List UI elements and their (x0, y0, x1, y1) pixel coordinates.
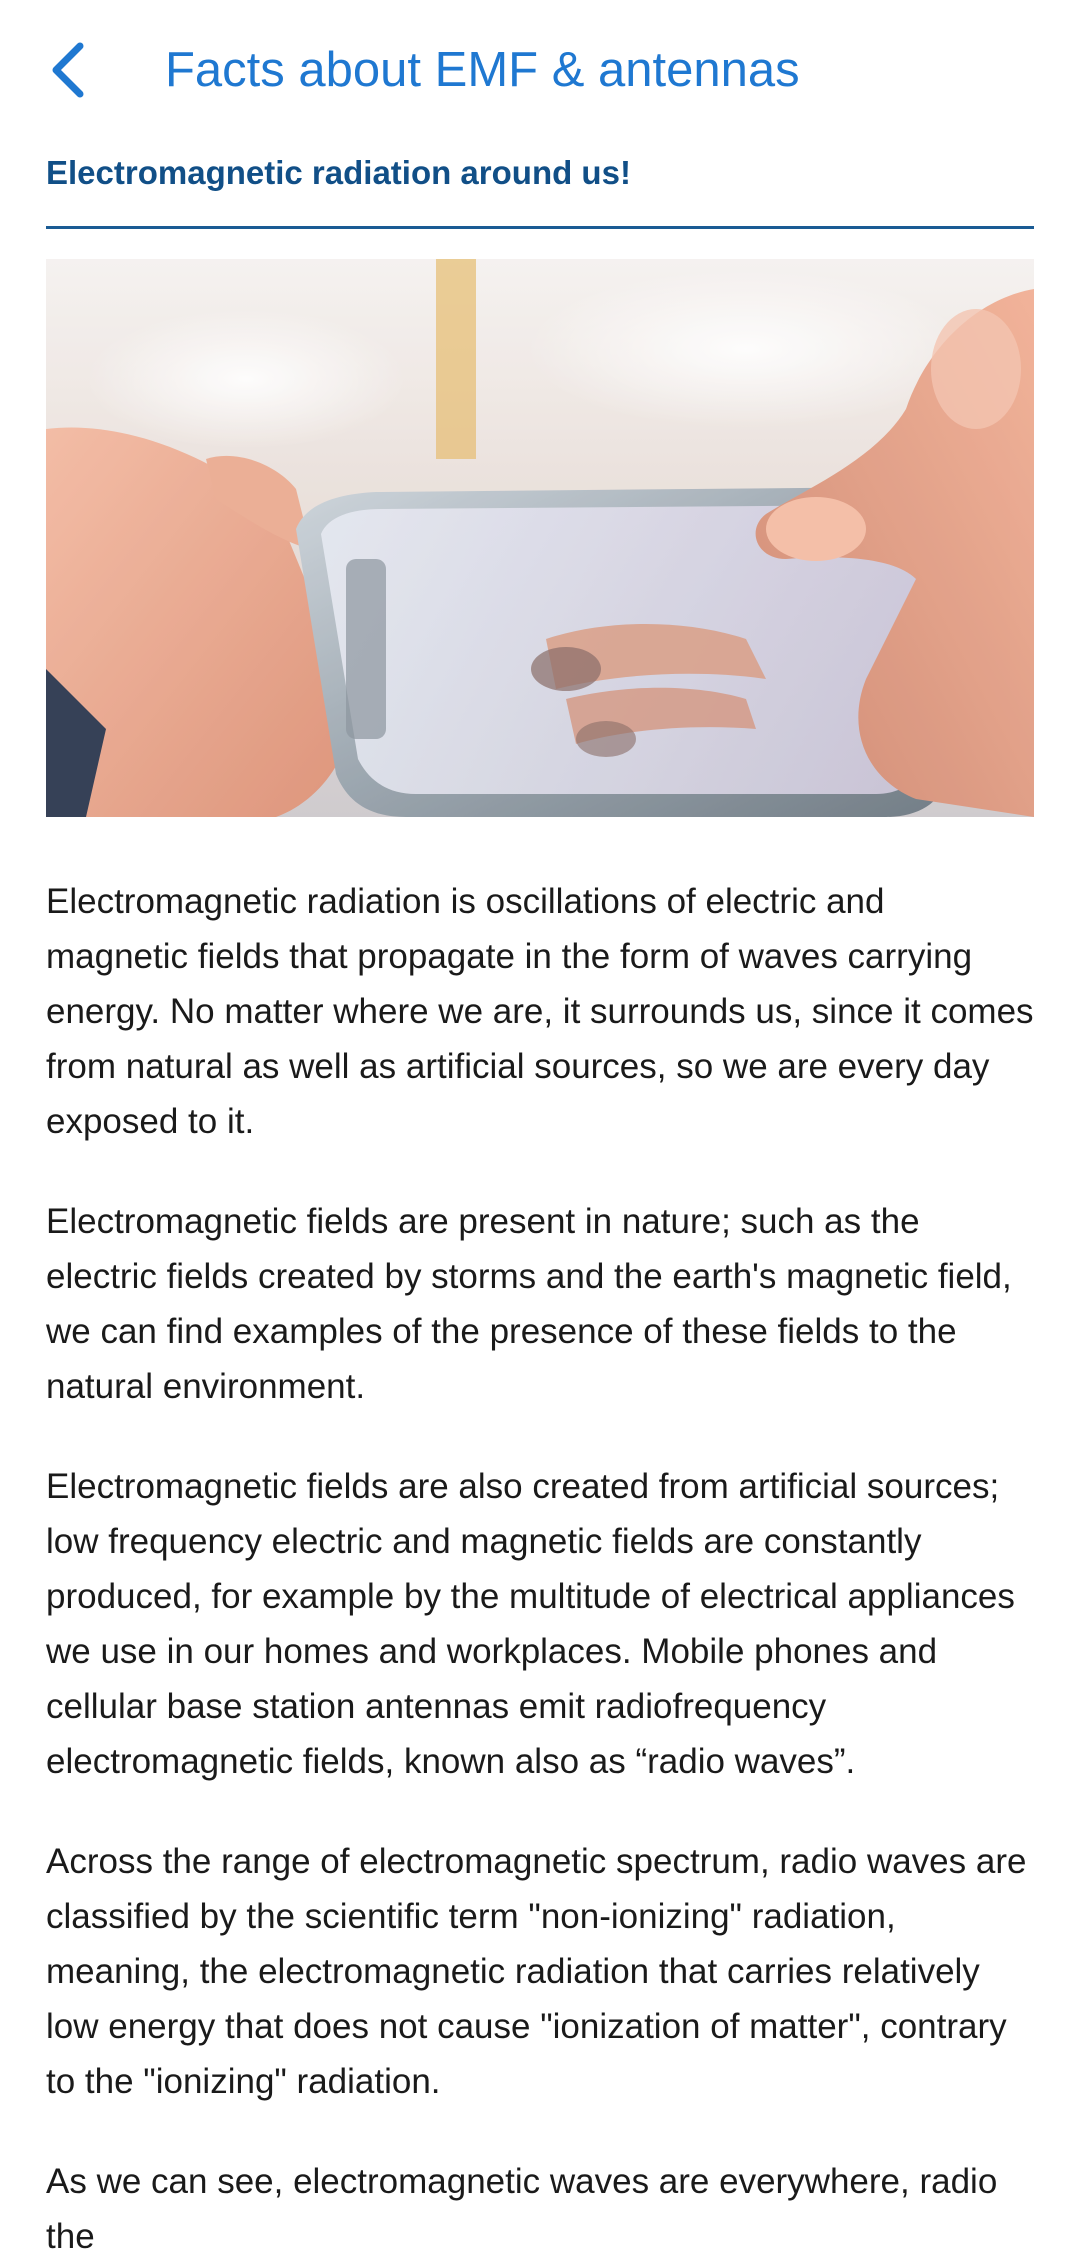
hero-image (46, 259, 1034, 817)
app-bar (0, 0, 1080, 140)
paragraph: Across the range of electromagnetic spectrum, radio waves are classified by the scientific term "non-ionizing" radiation, meaning, the electromagnetic radiation that carries relatively low energy that does not cause "ionization of matter", contrary to the "ionizing" radiation. (46, 1842, 1027, 2101)
heading-divider (46, 226, 1034, 229)
paragraph: Electromagnetic radiation is oscillations of electric and magnetic fields that propagate in the form of waves carrying energy. No matter where we are, it surrounds us, since it comes from natural as well as artificial sources, so we are every day exposed to it. (46, 882, 1034, 1141)
article-body (46, 874, 1036, 2260)
back-button[interactable] (28, 30, 108, 110)
paragraph: Electromagnetic fields are also created from artificial sources; low frequency electric and magnetic fields are constantly produced, for example by the multitude of electrical appliances we use in our homes and workplaces. Mobile phones and cellular base station antennas emit radiofrequency electromagnetic fields, known also as “radio waves”. (46, 1467, 1015, 1781)
paragraph: Electromagnetic fields are present in nature; such as the electric fields created by storms and the earth's magnetic field, we can find examples of the presence of these fields to the natural environment. (46, 1202, 1012, 1406)
hands-holding-phone-photo (46, 259, 1034, 817)
page-title: Facts about EMF & antennas (165, 43, 800, 97)
chevron-left-icon (48, 40, 88, 100)
section-heading: Electromagnetic radiation around us! (46, 154, 631, 191)
paragraph: As we can see, electromagnetic waves are everywhere, radio the (46, 2162, 998, 2256)
